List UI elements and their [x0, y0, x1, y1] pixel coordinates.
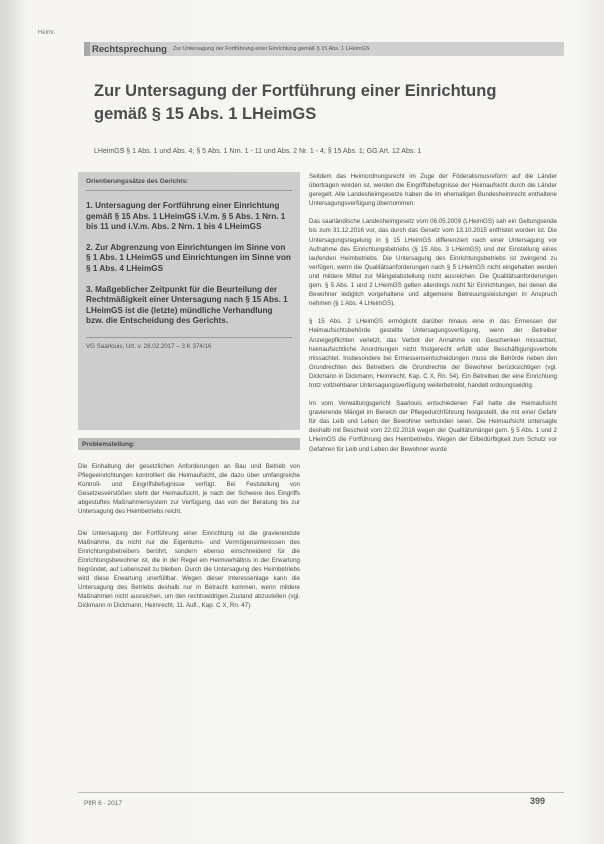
journal-issue: PflR 6 · 2017 [84, 800, 122, 807]
guideline-item: 2. Zur Abgrenzung von Einrichtungen im Sinne von § 1 Abs. 1 LHeimGS und Einrichtungen im Sinne von § 1 Abs. 4 LHeimGS [86, 242, 291, 273]
footer-divider [78, 792, 564, 793]
body-paragraph: Das saarländische Landesheimgesetz vom 06.05.2009 (LHeimGS) sah ein Geltungsende bis zum 31.12.2016 vor, das durch das Gesetz vom 13.10.2015 entfristet worden ist. Die Untersagungsregelung in § 15 LHeimGS differenziert nach einer Untersagung vor Aufnahme des Einrichtungsbetriebs (§ 15 Abs. 3 LHeimGS) und der Einstellung eines laufenden Heimbetriebs. Die Untersagung des Einrichtungsbetriebs ist zwingend zu verfügen, wenn die Qualitätsanforderungen nach § 5 LHeimGS nicht eingehalten werden und mildere Mittel zur Mängelabstellung nicht ausreichen. Die Qualitätsanforderungen gem. § 5 Abs. 1 und 2 LHeimGS gelten allerdings nicht für Einrichtungen, bei denen die Bewohner lediglich vorgehaltene und allgemeine Betreuungsleistungen in Anspruch nehmen (§ 1 Abs. 4 LHeimGS). [309, 218, 557, 308]
page-number: 399 [530, 796, 546, 806]
guidelines-box [78, 172, 300, 430]
right-column [309, 172, 557, 463]
section-subtitle: Zur Untersagung der Fortführung einer Einrichtung gemäß § 15 Abs. 1 LHeimGS [172, 46, 370, 52]
problem-paragraph: Die Einhaltung der gesetzlichen Anforderungen an Bau und Betrieb von Pflegeeinrichtungen kontrolliert die Heimaufsicht, die dazu über umfangreiche Kontroll- und Eingriffsbefugnisse verfügt. Bei Feststellung von Gesetzesverstößen steht der Heimaufsicht, je nach der Schwere des Eingriffs abgestuftes Maßnahmensystem zur Verfügung, das von der Beratung bis zur Untersagung des Heimbetriebs reicht. [78, 463, 300, 516]
problem-paragraph: Die Untersagung der Fortführung einer Einrichtung ist die gravierendste Maßnahme, da nicht nur die Eigentums- und Vermögensinteressen des Einrichtungsbetreibers berührt, sondern ebenso einschneidend für die Einrichtungsbewohner ist, die in der Regel ein Heimverhältnis in der Erwartung begründet, auf Lebenszeit zu bleiben. Durch die Untersagung des Heimbetriebs wird diese Erwartung unerfüllbar. Wegen dieser Interessenlage kann die Untersagung des Betriebs deshalb nur in Betracht kommen, wenn mildere Maßnahmen nicht ausreichen, um den rechtswidrigen Zustand abzustellen (vgl. Dickmann in Dickmann, Heimrecht, 11. Aufl., Kap. C X, Rn. 47). [78, 529, 300, 610]
section-label: Rechtsprechung [92, 43, 167, 55]
article-title: Zur Untersagung der Fortführung einer Einrichtung gemäß § 15 Abs. 1 LHeimGS [94, 82, 497, 123]
scan-shadow [0, 0, 26, 844]
problem-heading: Problemstellung: [78, 438, 300, 450]
guidelines-heading: Orientierungssätze des Gerichts: [86, 178, 292, 191]
body-paragraph: § 15 Abs. 2 LHeimGS ermöglicht darüber hinaus eine in das Ermessen der Heimaufsichtsbehörde gestellte Untersagungsverfügung, wenn der Betreiber Anzeigepflichten verletzt, das Verbot der Annahme von Geschenken missachtet, heimaufsichtliche Anordnungen nicht fristgerecht erfüllt oder Beschäftigungsverbote missachtet. Insbesondere bei Ermessensentscheidungen muss die Behörde neben den Grundrechten des Betreibers die Grundrechte der Bewohner berücksichtigen (vgl. Dickmann in Dickmann, Heimrecht, Kap. C X, Rn. 54). Ein Betreiben der eine Einrichtung trotz vollziehbarer Untersagungsverfügung weiterbetreibt, handelt ordnungswidrig. [309, 318, 557, 389]
guideline-item: 1. Untersagung der Fortführung einer Einrichtung gemäß § 15 Abs. 1 LHeimGS i.V.m. § 5 Abs. 1 Nrn. 1 bis 11 und i.V.m. Abs. 2 Nrn. 1 bis 4 LHeimGS [86, 201, 286, 232]
header-marker [84, 42, 90, 56]
body-paragraph: Seitdem das Heimordnungsrecht im Zuge der Föderalismusreform auf die Länder übertragen worden ist, werden die Eingriffsbefugnisse der Heimaufsicht durch die Länder geregelt. Alle Landesheimgesetze haben die im ehemaligen Bundesheimrecht enthaltene Untersagungsverfügung übernommen. [309, 173, 557, 208]
section-header-bar [84, 42, 564, 56]
court-source: VG Saarlouis, Urt. v. 28.02.2017 – 3 K 374/16 [86, 337, 292, 350]
left-column [78, 172, 300, 610]
norm-references: LHeimGS § 1 Abs. 1 und Abs. 4; § 5 Abs. 1 Nrn. 1 - 11 und Abs. 2 Nr. 1 - 4; § 15 Abs. 1; GG Art. 12 Abs. 1 [94, 148, 422, 155]
body-paragraph: Im vom Verwaltungsgericht Saarlouis entschiedenen Fall hatte die Heimaufsicht gravierende Mängel im Bereich der Pflegedurchführung festgestellt, die mit einer Gefahr für das Leib und Leben der Bewohner verbunden seien. Die Heimaufsicht untersagte deshalb mit Bescheid vom 22.02.2016 wegen der Qualitätsmängel gem. § 5 Abs. 1 und 2 LHeimGS die Fortführung des Heimbetriebs. Wegen der Eilbedürftigkeit zum Schutz vor Gefahren für Leib und Leben der Bewohner wurde [309, 400, 557, 453]
guideline-item: 3. Maßgeblicher Zeitpunkt für die Beurteilung der Rechtmäßigkeit einer Untersagung nach § 15 Abs. 1 LHeimGS ist die (letzte) mündliche Verhandlung bzw. die Entscheidung des Gerichts. [86, 284, 288, 326]
journal-top-label: Heimr. [38, 30, 56, 36]
